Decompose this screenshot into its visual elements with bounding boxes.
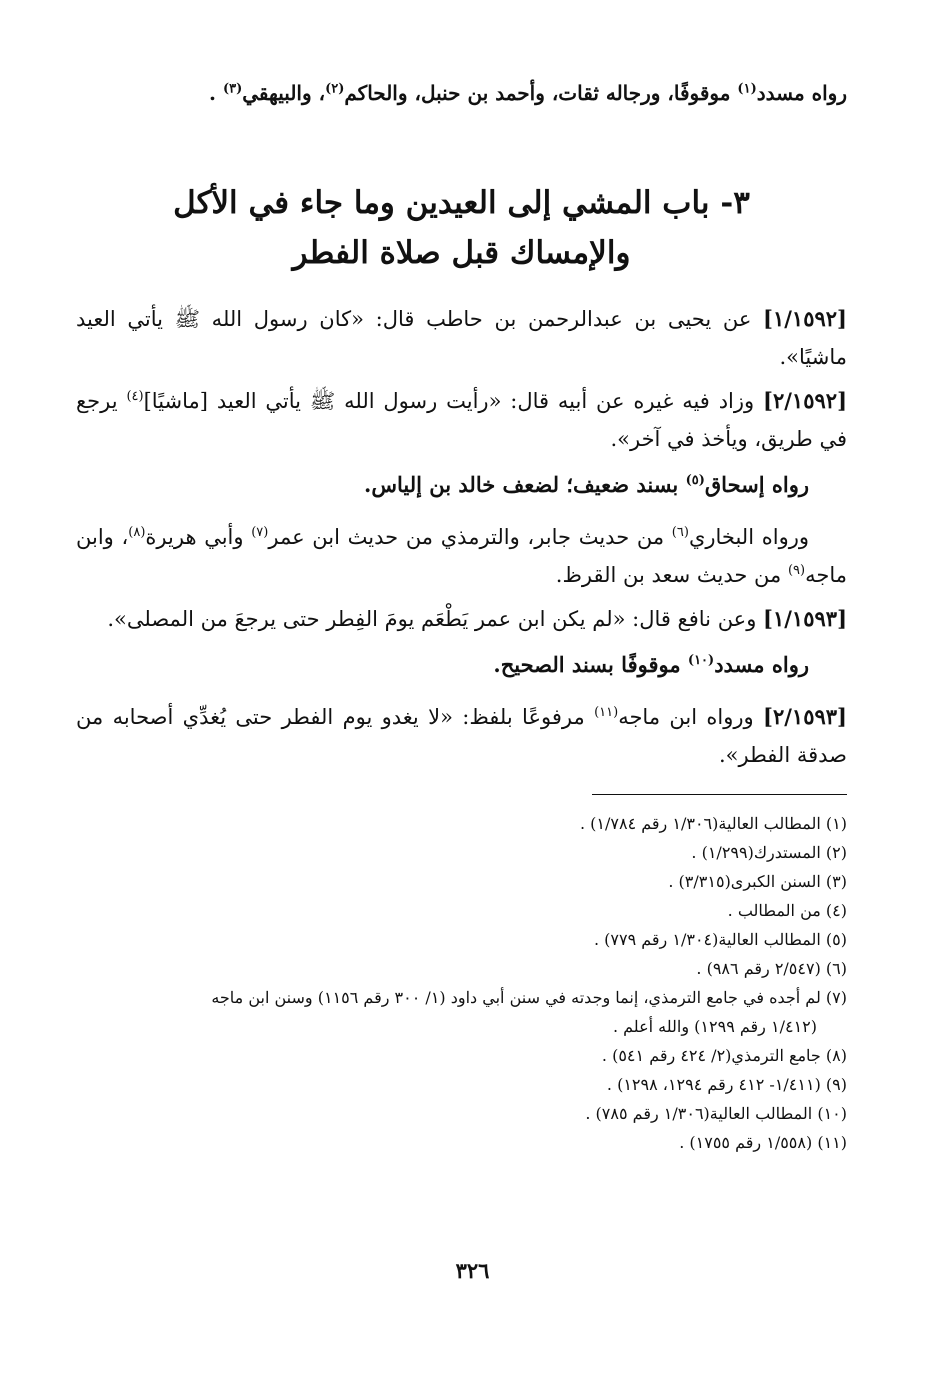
commentary-paragraph (76, 518, 847, 594)
chapter-heading-line-1: ٣- باب المشي إلى العيدين وما جاء في الأكل (173, 185, 750, 221)
hadith-text: وزاد فيه غيره عن أبيه قال: «رأيت رسول الله ﷺ يأتي العيد [ماشيًا] (143, 389, 755, 413)
hadith-paragraph (76, 300, 847, 376)
grading-text: موقوفًا بسند الصحيح. (493, 652, 688, 677)
footnote-item: (١٠) المطالب العالية(١/٣٠٦ رقم ٧٨٥) . (585, 1104, 847, 1123)
intro-text: . (209, 81, 223, 105)
footnote-item: (١١) (١/٥٥٨ رقم ١٧٥٥) . (679, 1133, 847, 1152)
grading-text: رواه إسحاق (704, 472, 809, 497)
commentary-text: من حديث جابر، والترمذي من حديث ابن عمر (268, 525, 672, 549)
footnote-ref: (٩) (787, 563, 806, 578)
grading-text: بسند ضعيف؛ لضعف خالد بن إلياس. (364, 472, 686, 497)
hadith-number: [٢/١٥٩٢] (763, 388, 847, 413)
hadith-text: وعن نافع قال: «لم يكن ابن عمر يَطْعَم يومَ الفِطر حتى يرجعَ من المصلى». (107, 607, 757, 631)
footnote-ref: (٨) (128, 525, 146, 540)
chapter-heading (76, 178, 847, 278)
hadith-number: [٢/١٥٩٣] (763, 704, 847, 729)
footnotes-section (76, 809, 847, 1157)
commentary-text: وأبي هريرة (145, 525, 252, 549)
hadith-text: يرجع في طريق، ويأخذ في آخر». (76, 389, 847, 451)
page-number: ٣٢٦ (455, 1258, 490, 1283)
hadith-number: [١/١٥٩٢] (763, 306, 847, 331)
footnote-divider (592, 794, 847, 795)
footnote-ref: (٣) (222, 81, 243, 97)
footnote-ref: (١) (737, 81, 757, 97)
footnote-item: (٤) من المطالب . (727, 901, 847, 920)
footnote-item: (٥) المطالب العالية(١/٣٠٤ رقم ٧٧٩) . (593, 930, 847, 949)
footnote-item: (٣) السنن الكبرى(٣/٣١٥) . (668, 872, 847, 891)
hadith-text: ورواه ابن ماجه (618, 705, 754, 729)
intro-text: ، والبيهقي (242, 81, 326, 105)
chapter-heading-line-2: والإمساك قبل صلاة الفطر (292, 235, 631, 271)
footnote-ref: (٦) (671, 525, 689, 540)
footnote-ref: (٥) (685, 473, 705, 488)
hadith-paragraph (76, 698, 847, 774)
intro-text: رواه مسدد (756, 81, 847, 105)
commentary-text: ، وابن ماجه (76, 525, 847, 587)
footnote-item (76, 983, 847, 1041)
footnote-ref: (١٠) (687, 653, 715, 668)
hadith-text: مرفوعًا بلفظ: «لا يغدو يوم الفطر حتى يُغدِّي أصحابه من صدقة الفطر». (76, 705, 847, 767)
footnote-item: (٩) (١/٤١١- ٤١٢ رقم ١٢٩٤، ١٢٩٨) . (606, 1075, 847, 1094)
grading-paragraph (76, 466, 847, 504)
document-page (76, 78, 847, 1380)
commentary-text: من حديث سعد بن القرظ. (555, 563, 788, 587)
grading-text: رواه مسدد (714, 652, 809, 677)
footnote-item: (١) المطالب العالية(١/٣٠٦ رقم ١/٧٨٤) . (579, 814, 847, 833)
footnote-text: (٧) لم أجده في جامع الترمذي، إنما وجدته في سنن أبي داود (١/ ٣٠٠ رقم ١١٥٦) وسنن ابن ماجه (211, 988, 847, 1007)
grading-paragraph (76, 646, 847, 684)
footnote-ref: (٢) (325, 81, 345, 97)
hadith-text: عن يحيى بن عبدالرحمن بن حاطب قال: «كان رسول الله ﷺ يأتي العيد ماشيًا». (76, 307, 847, 369)
footnote-continuation: (١/٤١٢ رقم ١٢٩٩) والله أعلم . (612, 1017, 817, 1036)
footnote-ref: (١١) (594, 705, 619, 720)
hadith-paragraph (76, 600, 847, 638)
intro-text: موقوفًا، ورجاله ثقات، وأحمد بن حنبل، والحاكم (344, 81, 738, 105)
footnote-item: (٨) جامع الترمذي(٢/ ٤٢٤ رقم ٥٤١) . (601, 1046, 847, 1065)
commentary-text: ورواه البخاري (688, 525, 809, 549)
hadith-paragraph (76, 382, 847, 458)
footnote-item: (٢) المستدرك(١/٢٩٩) . (691, 843, 847, 862)
footnote-ref: (٧) (251, 525, 269, 540)
intro-line (76, 78, 847, 108)
footnote-item: (٦) (٢/٥٤٧ رقم ٩٨٦) . (696, 959, 847, 978)
hadith-number: [١/١٥٩٣] (763, 606, 847, 631)
footnote-ref: (٤) (126, 389, 144, 404)
